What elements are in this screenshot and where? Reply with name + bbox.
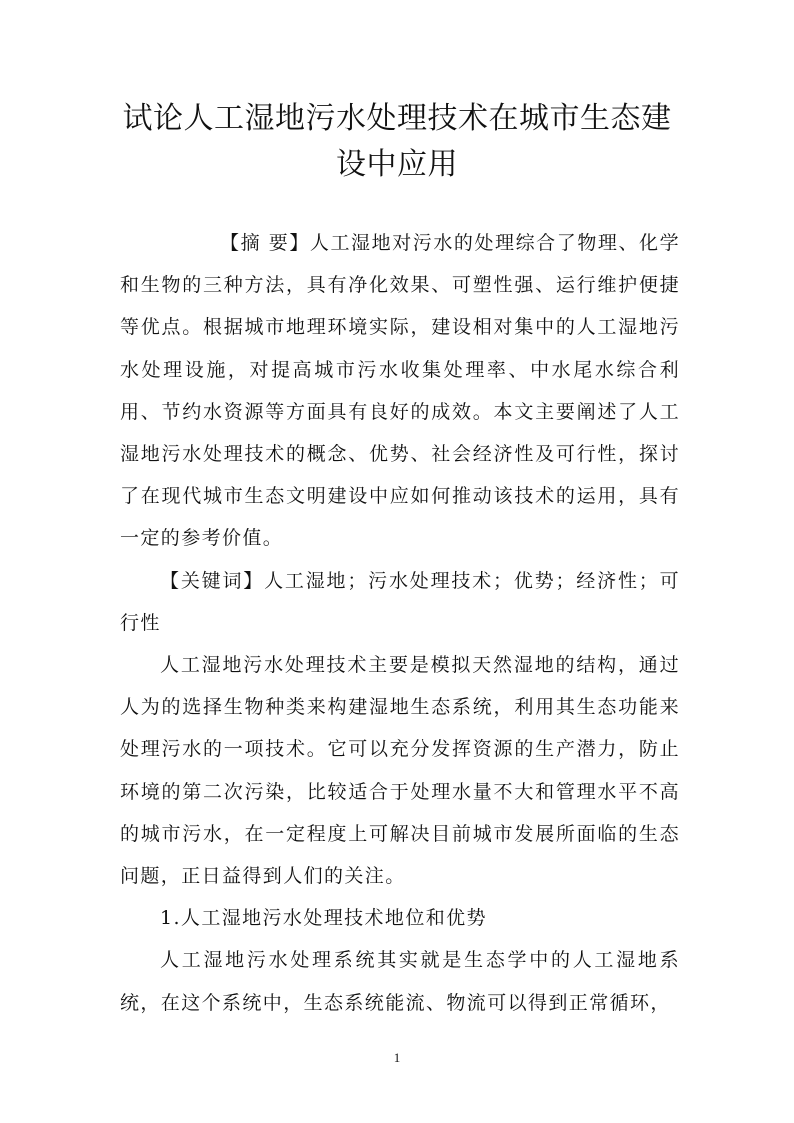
document-body (120, 222, 680, 1024)
keywords-text: 人工湿地；污水处理技术；优势；经济性；可行性 (120, 569, 680, 634)
abstract-label: 【摘 要】 (220, 232, 310, 254)
keywords-paragraph (120, 560, 680, 644)
section-1-paragraph: 人工湿地污水处理系统其实就是生态学中的人工湿地系统，在这个系统中，生态系统能流、物流可以得到正常循环， (120, 949, 680, 1014)
abstract-paragraph (120, 222, 680, 560)
page-number: 1 (393, 1050, 401, 1065)
title-line-2: 设中应用 (336, 147, 458, 182)
keywords-label: 【关键词】 (160, 569, 265, 592)
intro-paragraph: 人工湿地污水处理技术主要是模拟天然湿地的结构，通过人为的选择生物种类来构建湿地生态系统，利用其生态功能来处理污水的一项技术。它可以充分发挥资源的生产潜力，防止环境的第二次污染，比较适合于处理水量不大和管理水平不高的城市污水，在一定程度上可解决目前城市发展所面临的生态问题，正日益得到人们的关注。 (120, 654, 680, 888)
document-title (100, 96, 694, 188)
title-line-1: 试论人工湿地污水处理技术在城市生态建 (122, 101, 672, 136)
section-1-heading: 1.人工湿地污水处理技术地位和优势 (160, 907, 487, 930)
abstract-text: 人工湿地对污水的处理综合了物理、化学和生物的三种方法，具有净化效果、可塑性强、运行维护便捷等优点。根据城市地理环境实际，建设相对集中的人工湿地污水处理设施，对提高城市污水收集处理率、中水尾水综合利用、节约水资源等方面具有良好的成效。本文主要阐述了人工湿地污水处理技术的概念、优势、社会经济性及可行性，探讨了在现代城市生态文明建设中应如何推动该技术的运用，具有一定的参考价值。 (120, 232, 681, 550)
